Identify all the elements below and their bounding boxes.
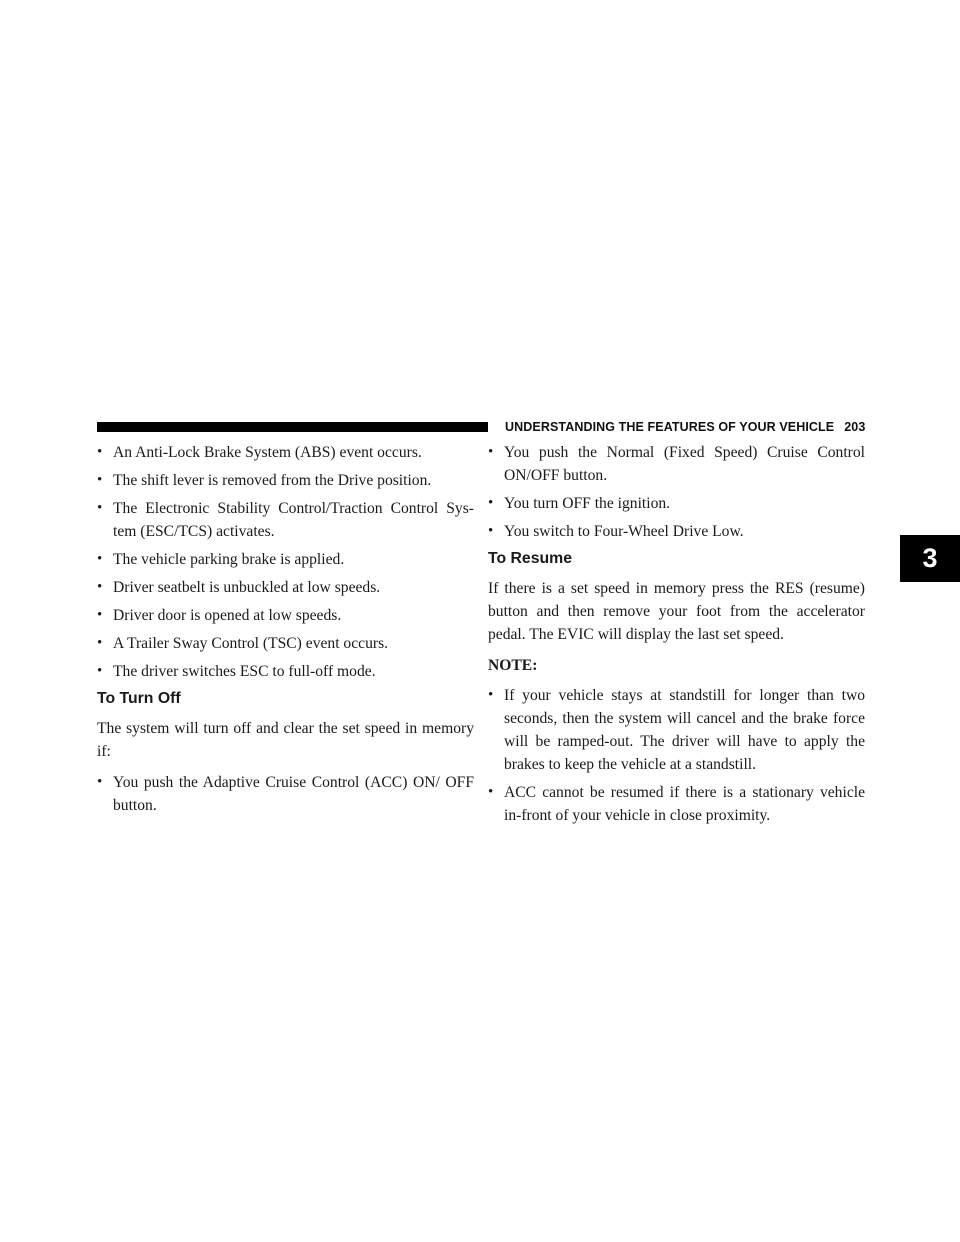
note-label: NOTE: [488, 657, 538, 674]
list-item: • You push the Normal (Fixed Speed) Cruise Control ON/OFF button. [488, 441, 865, 487]
conditions-list [97, 441, 474, 683]
resume-heading: To Resume [488, 550, 572, 567]
right-column [488, 441, 865, 832]
list-item: • The vehicle parking brake is applied. [97, 548, 474, 571]
chapter-tab[interactable]: 3 [900, 535, 960, 582]
header-rule [97, 422, 488, 432]
list-item: • You switch to Four-Wheel Drive Low. [488, 520, 865, 543]
list-item: • The shift lever is removed from the Drive position. [97, 469, 474, 492]
list-item: • Driver seatbelt is unbuckled at low speeds. [97, 576, 474, 599]
list-item: • A Trailer Sway Control (TSC) event occurs. [97, 632, 474, 655]
list-item: • The driver switches ESC to full-off mode. [97, 660, 474, 683]
turn-off-heading: To Turn Off [97, 690, 181, 707]
resume-paragraph: If there is a set speed in memory press the RES (resume) button and then remove your foot from the accelerator pedal. The EVIC will display the last set speed. [488, 580, 865, 643]
list-item: • The Electronic Stability Control/Traction Control Sys-tem (ESC/TCS) activates. [97, 497, 474, 543]
list-item: • You push the Adaptive Cruise Control (ACC) ON/ OFF button. [97, 771, 474, 817]
list-item: • An Anti-Lock Brake System (ABS) event occurs. [97, 441, 474, 464]
note-list [488, 684, 865, 827]
turn-off-paragraph: The system will turn off and clear the set speed in memory if: [97, 720, 474, 760]
running-header [505, 417, 865, 437]
turn-off-list-continued [488, 441, 865, 543]
list-item: • You turn OFF the ignition. [488, 492, 865, 515]
header-title: UNDERSTANDING THE FEATURES OF YOUR VEHICLE [505, 420, 835, 434]
left-column [97, 441, 474, 822]
list-item: • ACC cannot be resumed if there is a stationary vehicle in-front of your vehicle in close proximity. [488, 781, 865, 827]
turn-off-list [97, 771, 474, 817]
page-number: 203 [844, 420, 866, 434]
list-item: • Driver door is opened at low speeds. [97, 604, 474, 627]
list-item: • If your vehicle stays at standstill for longer than two seconds, then the system will cancel and the brake force will be ramped-out. The driver will have to apply the brakes to keep the vehicle at a standstill. [488, 684, 865, 776]
